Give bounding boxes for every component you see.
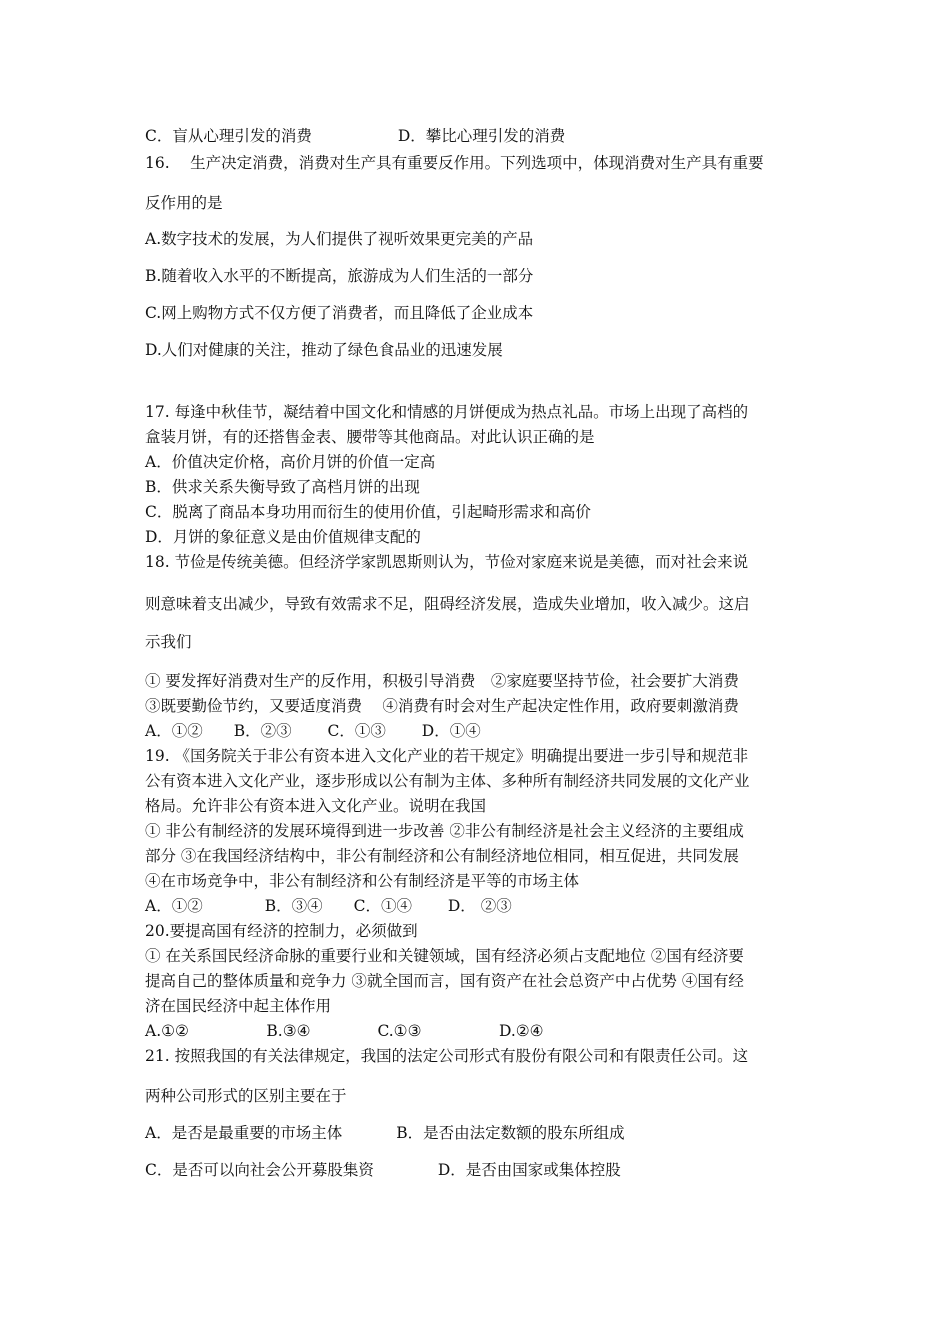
q21-stem-line2: 两种公司形式的区别主要在于 [145,1087,347,1105]
q20-statements-line1: ① 在关系国民经济命脉的重要行业和关键领域，国有经济必须占支配地位 ②国有经济要 [145,947,744,965]
q15-option-c: C．盲从心理引发的消费 [145,127,312,145]
q16-stem-line1: 16. 生产决定消费，消费对生产具有重要反作用。下列选项中，体现消费对生产具有重要 [145,154,764,172]
q16-option-a: A.数字技术的发展，为人们提供了视听效果更完美的产品 [145,230,534,248]
q18-stem-line3: 示我们 [145,633,192,651]
q15-options-row [145,125,565,147]
q18-stem-line1: 18. 节俭是传统美德。但经济学家凯恩斯则认为，节俭对家庭来说是美德，而对社会来说 [145,553,749,571]
q17-option-b: B．供求关系失衡导致了高档月饼的出现 [145,478,420,496]
q20-statements-line2: 提高自己的整体质量和竞争力 ③就全国而言，国有资产在社会总资产中占优势 ④国有经 [145,972,744,990]
q17-stem-line2: 盒装月饼，有的还搭售金表、腰带等其他商品。对此认识正确的是 [145,428,595,446]
q16-option-b: B.随着收入水平的不断提高，旅游成为人们生活的一部分 [145,267,534,285]
q17-option-a: A．价值决定价格，高价月饼的价值一定高 [145,453,436,471]
q20-statements-line3: 济在国民经济中起主体作用 [145,997,332,1015]
q19-stem-line2: 公有资本进入文化产业，逐步形成以公有制为主体、多种所有制经济共同发展的文化产业 [145,772,750,790]
q16-option-d: D.人们对健康的关注，推动了绿色食品业的迅速发展 [145,341,503,359]
q19-statements-line1: ① 非公有制经济的发展环境得到进一步改善 ②非公有制经济是社会主义经济的主要组成 [145,822,744,840]
q21-option-b: B．是否由法定数额的股东所组成 [396,1124,625,1142]
q21-stem-line1: 21. 按照我国的有关法律规定，我国的法定公司形式有股份有限公司和有限责任公司。这 [145,1047,749,1065]
q21-option-a: A．是否是最重要的市场主体 [145,1124,343,1142]
q17-option-d: D．月饼的象征意义是由价值规律支配的 [145,528,421,546]
q17-option-c: C．脱离了商品本身功用而衍生的使用价值，引起畸形需求和高价 [145,503,591,521]
q19-statements-line3: ④在市场竞争中，非公有制经济和公有制经济是平等的市场主体 [145,872,580,890]
q18-stem-line2: 则意味着支出减少，导致有效需求不足，阻碍经济发展，造成失业增加，收入减少。这启 [145,595,750,613]
q21-options-row2 [145,1159,621,1181]
q18-statements-line1: ① 要发挥好消费对生产的反作用，积极引导消费 ②家庭要坚持节俭，社会要扩大消费 [145,672,739,690]
q19-statements-line2: 部分 ③在我国经济结构中，非公有制经济和公有制经济地位相同，相互促进，共同发展 [145,847,739,865]
q16-stem-line2: 反作用的是 [145,194,223,212]
q19-stem-line3: 格局。允许非公有资本进入文化产业。说明在我国 [145,797,487,815]
q21-options-row1 [145,1122,625,1144]
q17-stem-line1: 17. 每逢中秋佳节，凝结着中国文化和情感的月饼便成为热点礼品。市场上出现了高档的 [145,403,749,421]
q19-options: A．①② B．③④ C．①④ D． ②③ [145,897,512,915]
q19-stem-line1: 19. 《国务院关于非公有资本进入文化产业的若干规定》明确提出要进一步引导和规范非 [145,747,749,765]
q15-option-d: D．攀比心理引发的消费 [397,127,566,145]
q16-option-c: C.网上购物方式不仅方便了消费者，而且降低了企业成本 [145,304,534,322]
q18-statements-line2: ③既要勤俭节约，又要适度消费 ④消费有时会对生产起决定性作用，政府要刺激消费 [145,697,739,715]
q20-options: A.①② B.③④ C.①③ D.②④ [145,1022,544,1040]
q21-option-d: D．是否由国家或集体控股 [437,1161,621,1179]
q20-stem: 20.要提高国有经济的控制力，必须做到 [145,922,418,940]
q21-option-c: C．是否可以向社会公开募股集资 [145,1161,374,1179]
q18-options: A．①② B．②③ C．①③ D．①④ [145,722,481,740]
